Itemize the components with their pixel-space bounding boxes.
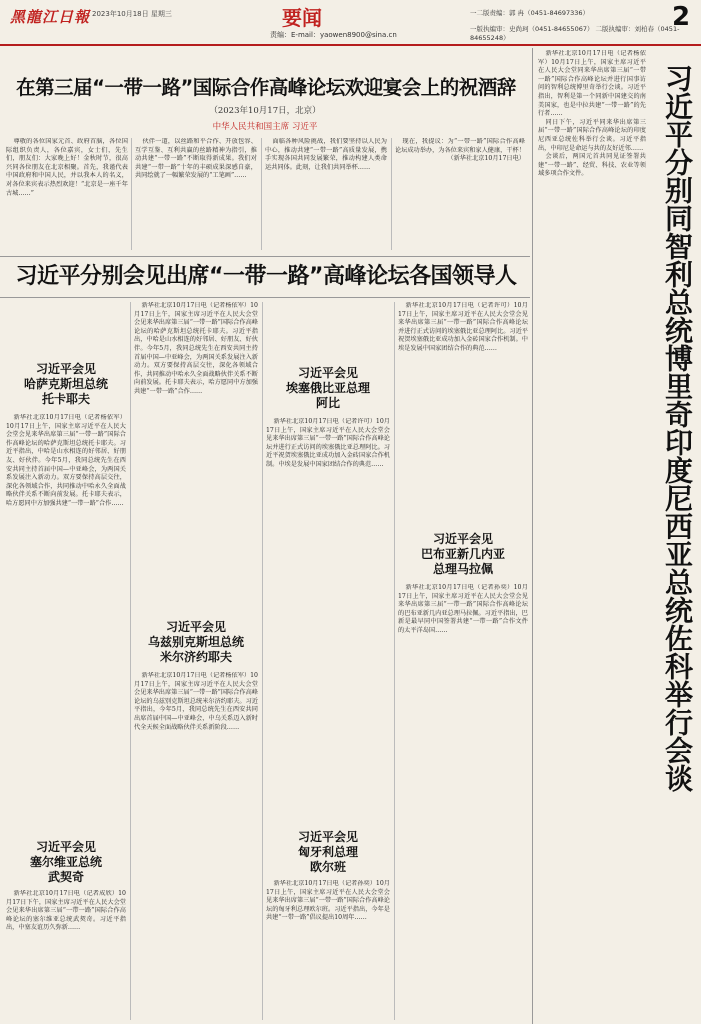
meeting-body-text: 新华社北京10月17日电（记者许可）10月17日上午，国家主席习近平在人民大会堂会见来华出席第三届“一带一路”国际合作高峰论坛并进行正式访问的埃塞俄比亚总理阿比。习近平祝贺埃塞俄比亚成功加入金砖国家合作机制。中埃是发展中国家团结合作的典范…… <box>266 418 390 468</box>
meeting-title-line: 欧尔班 <box>309 860 346 874</box>
section-divider <box>0 297 530 298</box>
meeting-body-text: 新华社北京10月17日电（记者许可）10月17日上午，国家主席习近平在人民大会堂会见来华出席第三届“一带一路”国际合作高峰论坛并进行正式访问的埃塞俄比亚总理阿比。习近平祝贺埃塞俄比亚成功加入金砖国家合作机制。中埃是发展中国家团结合作的典范…… <box>398 302 528 352</box>
newspaper-logo: 黑龍江日報 <box>10 8 91 26</box>
toast-headline: 在第三届“一带一路”国际合作高峰论坛欢迎宴会上的祝酒辞 <box>16 76 516 99</box>
toast-column-2 <box>135 138 257 250</box>
meeting-body-text: 新华社北京10月17日电（记者杨依军）10月17日上午，国家主席习近平在人民大会堂会见来华出席第三届“一带一路”国际合作高峰论坛的哈萨克斯坦总统托卡耶夫。习近平指出，中哈是山水相连的好邻居、好朋友、好伙伴。今年5月，我同总统先生在西安共同主持首届中国—中亚峰会，为两国关系发展注入新动力。双方要保持高层交往，深化各领域合作，共同推动中哈永久全面战略伙伴关系不断向前发展。托卡耶夫表示，哈方愿同中方加强共建“一带一路”合作…… <box>6 414 126 507</box>
meeting-title-line: 习近平会见 <box>297 366 358 380</box>
editor-contact-line1: 一二版责编：郭 冉（0451-84697336） <box>470 9 590 17</box>
page-number: 2 <box>672 2 691 32</box>
meeting-png-body <box>398 584 528 1020</box>
issue-date: 2023年10月18日 星期三 <box>92 10 172 18</box>
meeting-title-line: 习近平会见 <box>297 830 358 844</box>
meeting-body-text: 新华社北京10月17日电（记者孙奕）10月17日上午，国家主席习近平在人民大会堂会见来华出席第三届“一带一路”国际合作高峰论坛的匈牙利总理欧尔班。习近平指出，今年是共建“一带一路”倡议提出10周年…… <box>266 880 390 922</box>
column-divider <box>130 302 131 1020</box>
article-paragraph: 新华社北京10月17日电（记者杨依军）10月17日上午，国家主席习近平在人民大会堂同来华出席第三届“一带一路”国际合作高峰论坛并进行国事访问的智利总统博里奇举行会谈。习近平指出，智利是第一个同新中国建交的南美国家，也是中拉共建“一带一路”的先行者…… <box>538 50 646 118</box>
editor-email: 责编：E-mail：yaowen8900@sina.cn <box>270 31 397 39</box>
toast-paragraph: 面临各种风险挑战，我们要坚持以人民为中心，推动共建“一带一路”高质量发展，携手实现各国共同发展繁荣，推动构建人类命运共同体。此刻，让我们共同举杯…… <box>265 138 387 171</box>
meeting-title-line: 米尔济约耶夫 <box>159 650 232 664</box>
meeting-serbia-body <box>6 890 126 1020</box>
meeting-png-title <box>398 532 528 577</box>
column-divider <box>532 48 533 1024</box>
meeting-title-line: 习近平会见 <box>35 362 96 376</box>
meeting-title-line: 哈萨克斯坦总统 <box>23 377 108 391</box>
meeting-title-line: 匈牙利总理 <box>297 845 358 859</box>
meeting-title-line: 武契奇 <box>47 870 84 884</box>
article-paragraph: 会谈后，两国元首共同见证签署共建“一带一路”、经贸、科技、农业等领域多项合作文件。 <box>538 153 646 178</box>
meeting-title-line: 托卡耶夫 <box>41 392 90 406</box>
meeting-ethiopia-title <box>266 366 390 411</box>
meeting-title-line: 巴布亚新几内亚 <box>420 547 505 561</box>
meeting-kazakhstan-continued <box>134 302 258 618</box>
chile-indonesia-headline: 习近平分别同智利总统博里奇印度尼西亚总统佐科举行会谈 <box>661 64 694 792</box>
column-divider <box>131 138 132 250</box>
meeting-title-line: 习近平会见 <box>35 840 96 854</box>
meeting-uzbekistan-body <box>134 672 258 1020</box>
meeting-ethiopia-continued <box>398 302 528 528</box>
column-divider <box>261 138 262 250</box>
meeting-title-line: 习近平会见 <box>432 532 493 546</box>
column-divider <box>394 302 395 1020</box>
column-divider <box>391 138 392 250</box>
toast-column-4 <box>395 138 525 250</box>
meeting-body-text: 新华社北京10月17日电（记者杨依军）10月17日上午，国家主席习近平在人民大会堂会见来华出席第三届“一带一路”国际合作高峰论坛的乌兹别克斯坦总统米尔济约耶夫。习近平指出，今年5月，我同总统先生在西安共同出席首届中国—中亚峰会，中乌关系迈入新时代全天候全面战略伙伴关系新阶段…… <box>134 672 258 731</box>
meeting-kazakhstan-title <box>6 362 126 407</box>
meeting-title-line: 乌兹别克斯坦总统 <box>147 635 244 649</box>
meeting-title-line: 总理马拉佩 <box>432 562 493 576</box>
meeting-body-text: 新华社北京10月17日电（记者杨依军）10月17日上午，国家主席习近平在人民大会堂会见来华出席第三届“一带一路”国际合作高峰论坛的哈萨克斯坦总统托卡耶夫。习近平指出，中哈是山水相连的好邻居、好朋友、好伙伴。今年5月，我同总统先生在西安共同主持首届中国—中亚峰会，为两国关系发展注入新动力。双方要保持高层交往，深化各领域合作，共同推动中哈永久全面战略伙伴关系不断向前发展。托卡耶夫表示，哈方愿同中方加强共建“一带一路”合作…… <box>134 302 258 395</box>
chile-indonesia-article-body <box>538 50 646 1020</box>
toast-paragraph: 尊敬的各位国家元首、政府首脑，各位国际组织负责人，各位嘉宾，女士们，先生们，朋友们：大家晚上好！金秋时节，很高兴同各位朋友在北京相聚。首先，我谨代表中国政府和中国人民，并以我本人的名义，对各位来宾表示热烈欢迎！“北京是一座千年古城……” <box>6 138 128 197</box>
meeting-title-line: 阿比 <box>315 396 340 410</box>
section-title: 要闻 <box>282 6 322 30</box>
meeting-kazakhstan-body <box>6 414 126 834</box>
meeting-body-text: 新华社北京10月17日电（记者成欣）10月17日下午，国家主席习近平在人民大会堂会见来华出席第三届“一带一路”国际合作高峰论坛的塞尔维亚总统武契奇。习近平指出，中塞友谊历久弥新…… <box>6 890 126 932</box>
toast-column-3 <box>265 138 387 250</box>
toast-paragraph: 现在，我提议：为“一带一路”国际合作高峰论坛成功举办，为各位来宾和家人健康，干杯！ <box>395 138 525 154</box>
editor-contact-line2: 一版执编审：史尚珂（0451-84655067） 二版执编审：刘柏春（0451-84655248） <box>470 25 680 42</box>
meeting-hungary-title <box>266 830 390 875</box>
meeting-serbia-title <box>6 840 126 885</box>
toast-author: 中华人民共和国主席 习近平 <box>212 122 318 132</box>
meeting-title-line: 埃塞俄比亚总理 <box>285 381 370 395</box>
toast-paragraph: 伙伴一道，以丝路和平合作、开放包容、互学互鉴、互利共赢的丝路精神为指引，推动共建“一带一路”不断取得新成果。我们对共建“一带一路”十年的丰硕成果深感自豪，共同绘就了一幅繁荣发展的“工笔画”…… <box>135 138 257 180</box>
toast-column-1 <box>6 138 128 250</box>
article-paragraph: 同日下午，习近平同来华出席第三届“一带一路”国际合作高峰论坛的印度尼西亚总统佐科举行会谈。习近平指出，中印尼是命运与共的友好近邻…… <box>538 118 646 152</box>
meetings-headline: 习近平分别会见出席“一带一路”高峰论坛各国领导人 <box>15 264 517 289</box>
column-divider <box>262 302 263 1020</box>
toast-dateline: （2023年10月17日，北京） <box>209 106 321 116</box>
meeting-title-line: 习近平会见 <box>165 620 226 634</box>
toast-source-note: （新华社北京10月17日电） <box>447 155 525 163</box>
meeting-title-line: 塞尔维亚总统 <box>29 855 102 869</box>
meeting-body-text: 新华社北京10月17日电（记者孙奕）10月17日上午，国家主席习近平在人民大会堂会见来华出席第三届“一带一路”国际合作高峰论坛的巴布亚新几内亚总理马拉佩。习近平指出，巴新是最早同中国签署共建“一带一路”合作文件的太平洋岛国…… <box>398 584 528 634</box>
meeting-ethiopia-body <box>266 418 390 828</box>
meeting-uzbekistan-title <box>134 620 258 665</box>
meeting-hungary-body <box>266 880 390 1020</box>
